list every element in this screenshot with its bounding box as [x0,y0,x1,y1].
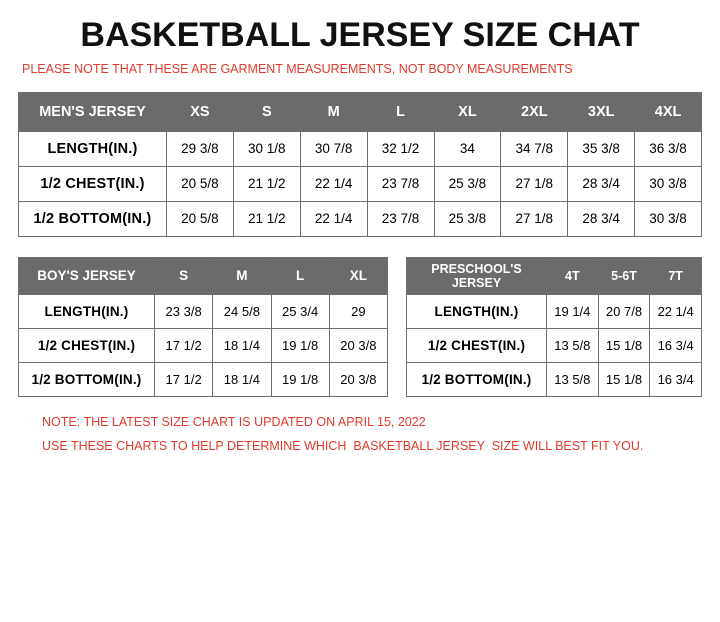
column-header: 4T [547,257,599,294]
footer-note-usage: USE THESE CHARTS TO HELP DETERMINE WHICH BASKETBALL JERSEY SIZE WILL BEST FIT YOU. [42,438,644,453]
table-cell: 30 7/8 [300,131,367,166]
column-header: 7T [650,257,702,294]
table-cell: 20 7/8 [598,294,650,328]
column-header: MEN'S JERSEY [19,92,167,131]
table-header-row [19,92,702,131]
column-header: XS [167,92,234,131]
table-cell: 32 1/2 [367,131,434,166]
table-row [19,328,388,362]
row-label: 1/2 BOTTOM(IN.) [19,201,167,236]
table-cell: 25 3/4 [271,294,329,328]
table-cell: 24 5/8 [213,294,271,328]
table-cell: 20 3/8 [329,362,387,396]
table-cell: 25 3/8 [434,201,501,236]
preschool-jersey-size-table [406,257,702,397]
row-label: LENGTH(IN.) [19,131,167,166]
table-cell: 22 1/4 [300,166,367,201]
column-header: M [213,257,271,294]
table-cell: 27 1/8 [501,166,568,201]
mens-jersey-size-table [18,92,702,237]
table-cell: 27 1/8 [501,201,568,236]
row-label: 1/2 CHEST(IN.) [19,328,155,362]
column-header: S [155,257,213,294]
column-header: 4XL [635,92,702,131]
column-header: 5-6T [598,257,650,294]
table-cell: 20 5/8 [167,201,234,236]
row-label: LENGTH(IN.) [407,294,547,328]
table-cell: 16 3/4 [650,362,702,396]
table-cell: 28 3/4 [568,166,635,201]
table-cell: 30 3/8 [635,201,702,236]
table-cell: 19 1/4 [547,294,599,328]
table-cell: 29 [329,294,387,328]
row-label: 1/2 BOTTOM(IN.) [407,362,547,396]
table-row [19,131,702,166]
footer-note-update: NOTE: THE LATEST SIZE CHART IS UPDATED ON APRIL 15, 2022 [42,414,426,429]
table-cell: 16 3/4 [650,328,702,362]
table-cell: 22 1/4 [650,294,702,328]
column-header: PRESCHOOL'S JERSEY [407,257,547,294]
column-header: XL [329,257,387,294]
column-header: L [367,92,434,131]
table-cell: 19 1/8 [271,328,329,362]
table-cell: 23 7/8 [367,166,434,201]
table-cell: 15 1/8 [598,328,650,362]
boys-jersey-size-table [18,257,388,397]
column-header: S [233,92,300,131]
row-label: 1/2 CHEST(IN.) [19,166,167,201]
table-cell: 17 1/2 [155,328,213,362]
table-cell: 21 1/2 [233,201,300,236]
table-cell: 30 1/8 [233,131,300,166]
table-row [19,294,388,328]
table-cell: 23 7/8 [367,201,434,236]
table-cell: 18 1/4 [213,362,271,396]
lower-tables-row [18,257,702,397]
table-row [407,328,702,362]
row-label: 1/2 CHEST(IN.) [407,328,547,362]
table-cell: 13 5/8 [547,328,599,362]
column-header: XL [434,92,501,131]
table-row [19,166,702,201]
table-cell: 29 3/8 [167,131,234,166]
table-cell: 15 1/8 [598,362,650,396]
table-row [19,362,388,396]
table-cell: 30 3/8 [635,166,702,201]
table-cell: 20 3/8 [329,328,387,362]
table-row [407,294,702,328]
table-cell: 36 3/8 [635,131,702,166]
table-cell: 25 3/8 [434,166,501,201]
table-cell: 35 3/8 [568,131,635,166]
table-cell: 19 1/8 [271,362,329,396]
column-header: 2XL [501,92,568,131]
row-label: 1/2 BOTTOM(IN.) [19,362,155,396]
table-cell: 22 1/4 [300,201,367,236]
table-row [407,362,702,396]
table-header-row [19,257,388,294]
table-cell: 23 3/8 [155,294,213,328]
column-header: 3XL [568,92,635,131]
table-cell: 18 1/4 [213,328,271,362]
table-header-row [407,257,702,294]
table-cell: 28 3/4 [568,201,635,236]
table-cell: 34 7/8 [501,131,568,166]
column-header: M [300,92,367,131]
table-cell: 13 5/8 [547,362,599,396]
row-label: LENGTH(IN.) [19,294,155,328]
table-row [19,201,702,236]
column-header: BOY'S JERSEY [19,257,155,294]
table-cell: 21 1/2 [233,166,300,201]
footer-notes [42,411,702,459]
table-cell: 17 1/2 [155,362,213,396]
column-header: L [271,257,329,294]
size-chart-page [0,18,720,622]
table-cell: 20 5/8 [167,166,234,201]
page-title: BASKETBALL JERSEY SIZE CHAT [80,16,640,54]
table-cell: 34 [434,131,501,166]
measurement-disclaimer: PLEASE NOTE THAT THESE ARE GARMENT MEASUREMENTS, NOT BODY MEASUREMENTS [22,61,573,76]
